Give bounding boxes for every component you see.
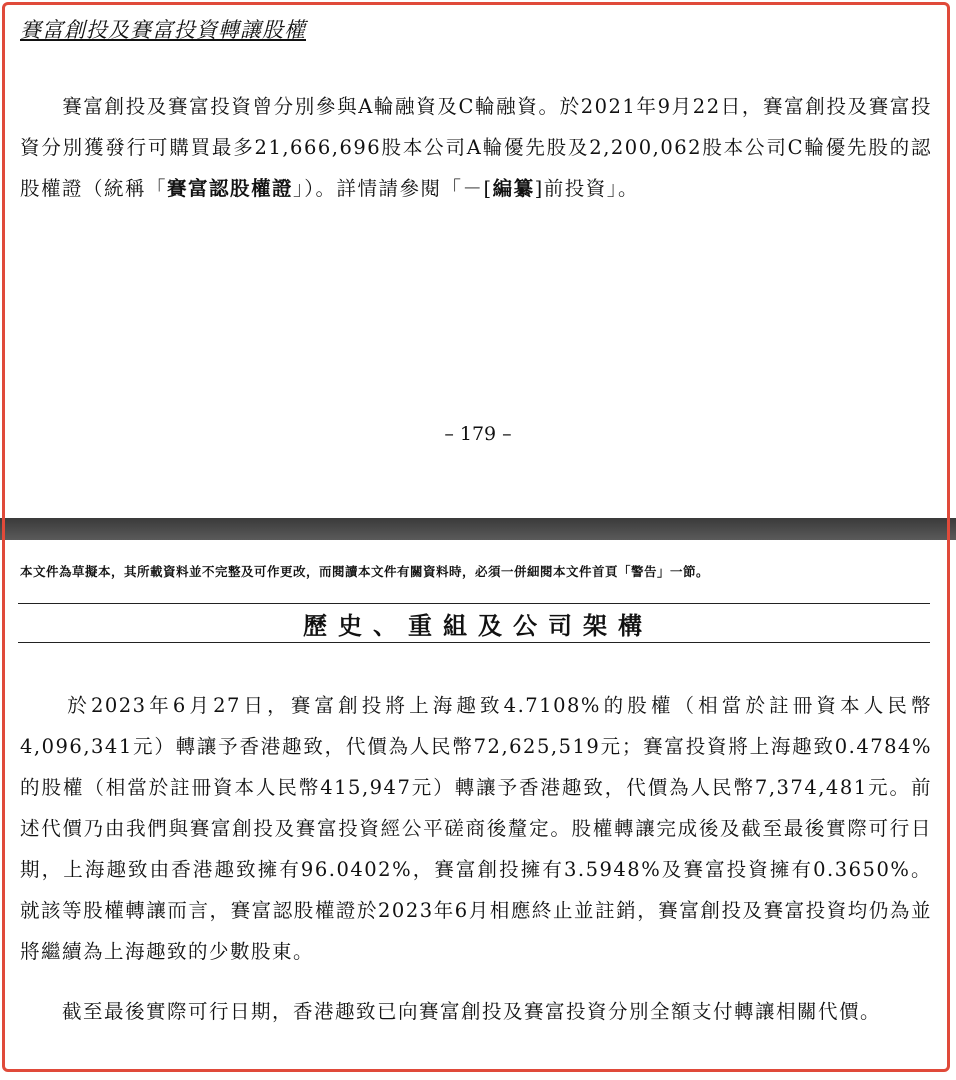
- document-page-lower: [0, 540, 956, 1080]
- paragraph-text-1: 賽富創投及賽富投資曾分別參與A輪融資及C輪融資。於2021年9月22日，賽富創投及賽富投資分別獲發行可購買最多21,666,696股本公司A輪優先股及2,200,062股本公司C輪優先股的認股權證（統稱「: [20, 95, 932, 200]
- defined-term-warrants: 賽富認股權證: [167, 177, 294, 200]
- title-rule-top: [18, 603, 930, 604]
- equity-transfer-paragraph: 於2023年6月27日，賽富創投將上海趣致4.7108%的股權（相當於註冊資本人民幣4,096,341元）轉讓予香港趣致，代價為人民幣72,625,519元；賽富投資將上海趣致0.4784%的股權（相當於註冊資本人民幣415,947元）轉讓予香港趣致，代價為人民幣7,374,481元。前述代價乃由我們與賽富創投及賽富投資經公平磋商後釐定。股權轉讓完成後及截至最後實際可行日期，上海趣致由香港趣致擁有96.0402%，賽富創投擁有3.5948%及賽富投資擁有0.3650%。就該等股權轉讓而言，賽富認股權證於2023年6月相應終止並註銷，賽富創投及賽富投資均仍為並將繼續為上海趣致的少數股東。: [20, 694, 932, 963]
- redacted-marker: 編纂: [492, 177, 535, 200]
- page-divider: [0, 518, 956, 540]
- page-number: – 179 –: [444, 423, 512, 445]
- paragraph-text-2: 」）。詳情請參閱「－[: [293, 177, 493, 200]
- section-heading: 賽富創投及賽富投資轉讓股權: [20, 18, 306, 42]
- chapter-title: 歷史、重組及公司架構: [303, 612, 653, 640]
- payment-paragraph: 截至最後實際可行日期，香港趣致已向賽富創投及賽富投資分別全額支付轉讓相關代價。: [20, 1000, 882, 1023]
- title-rule-bottom: [18, 642, 930, 643]
- document-page-upper: [0, 0, 956, 518]
- draft-notice: 本文件為草擬本，其所載資料並不完整及可作更改，而閱讀本文件有關資料時，必須一併細閱本文件首頁「警告」一節。: [20, 564, 710, 579]
- warrant-paragraph: [20, 86, 932, 209]
- paragraph-text-3: ]前投資」。: [534, 177, 640, 200]
